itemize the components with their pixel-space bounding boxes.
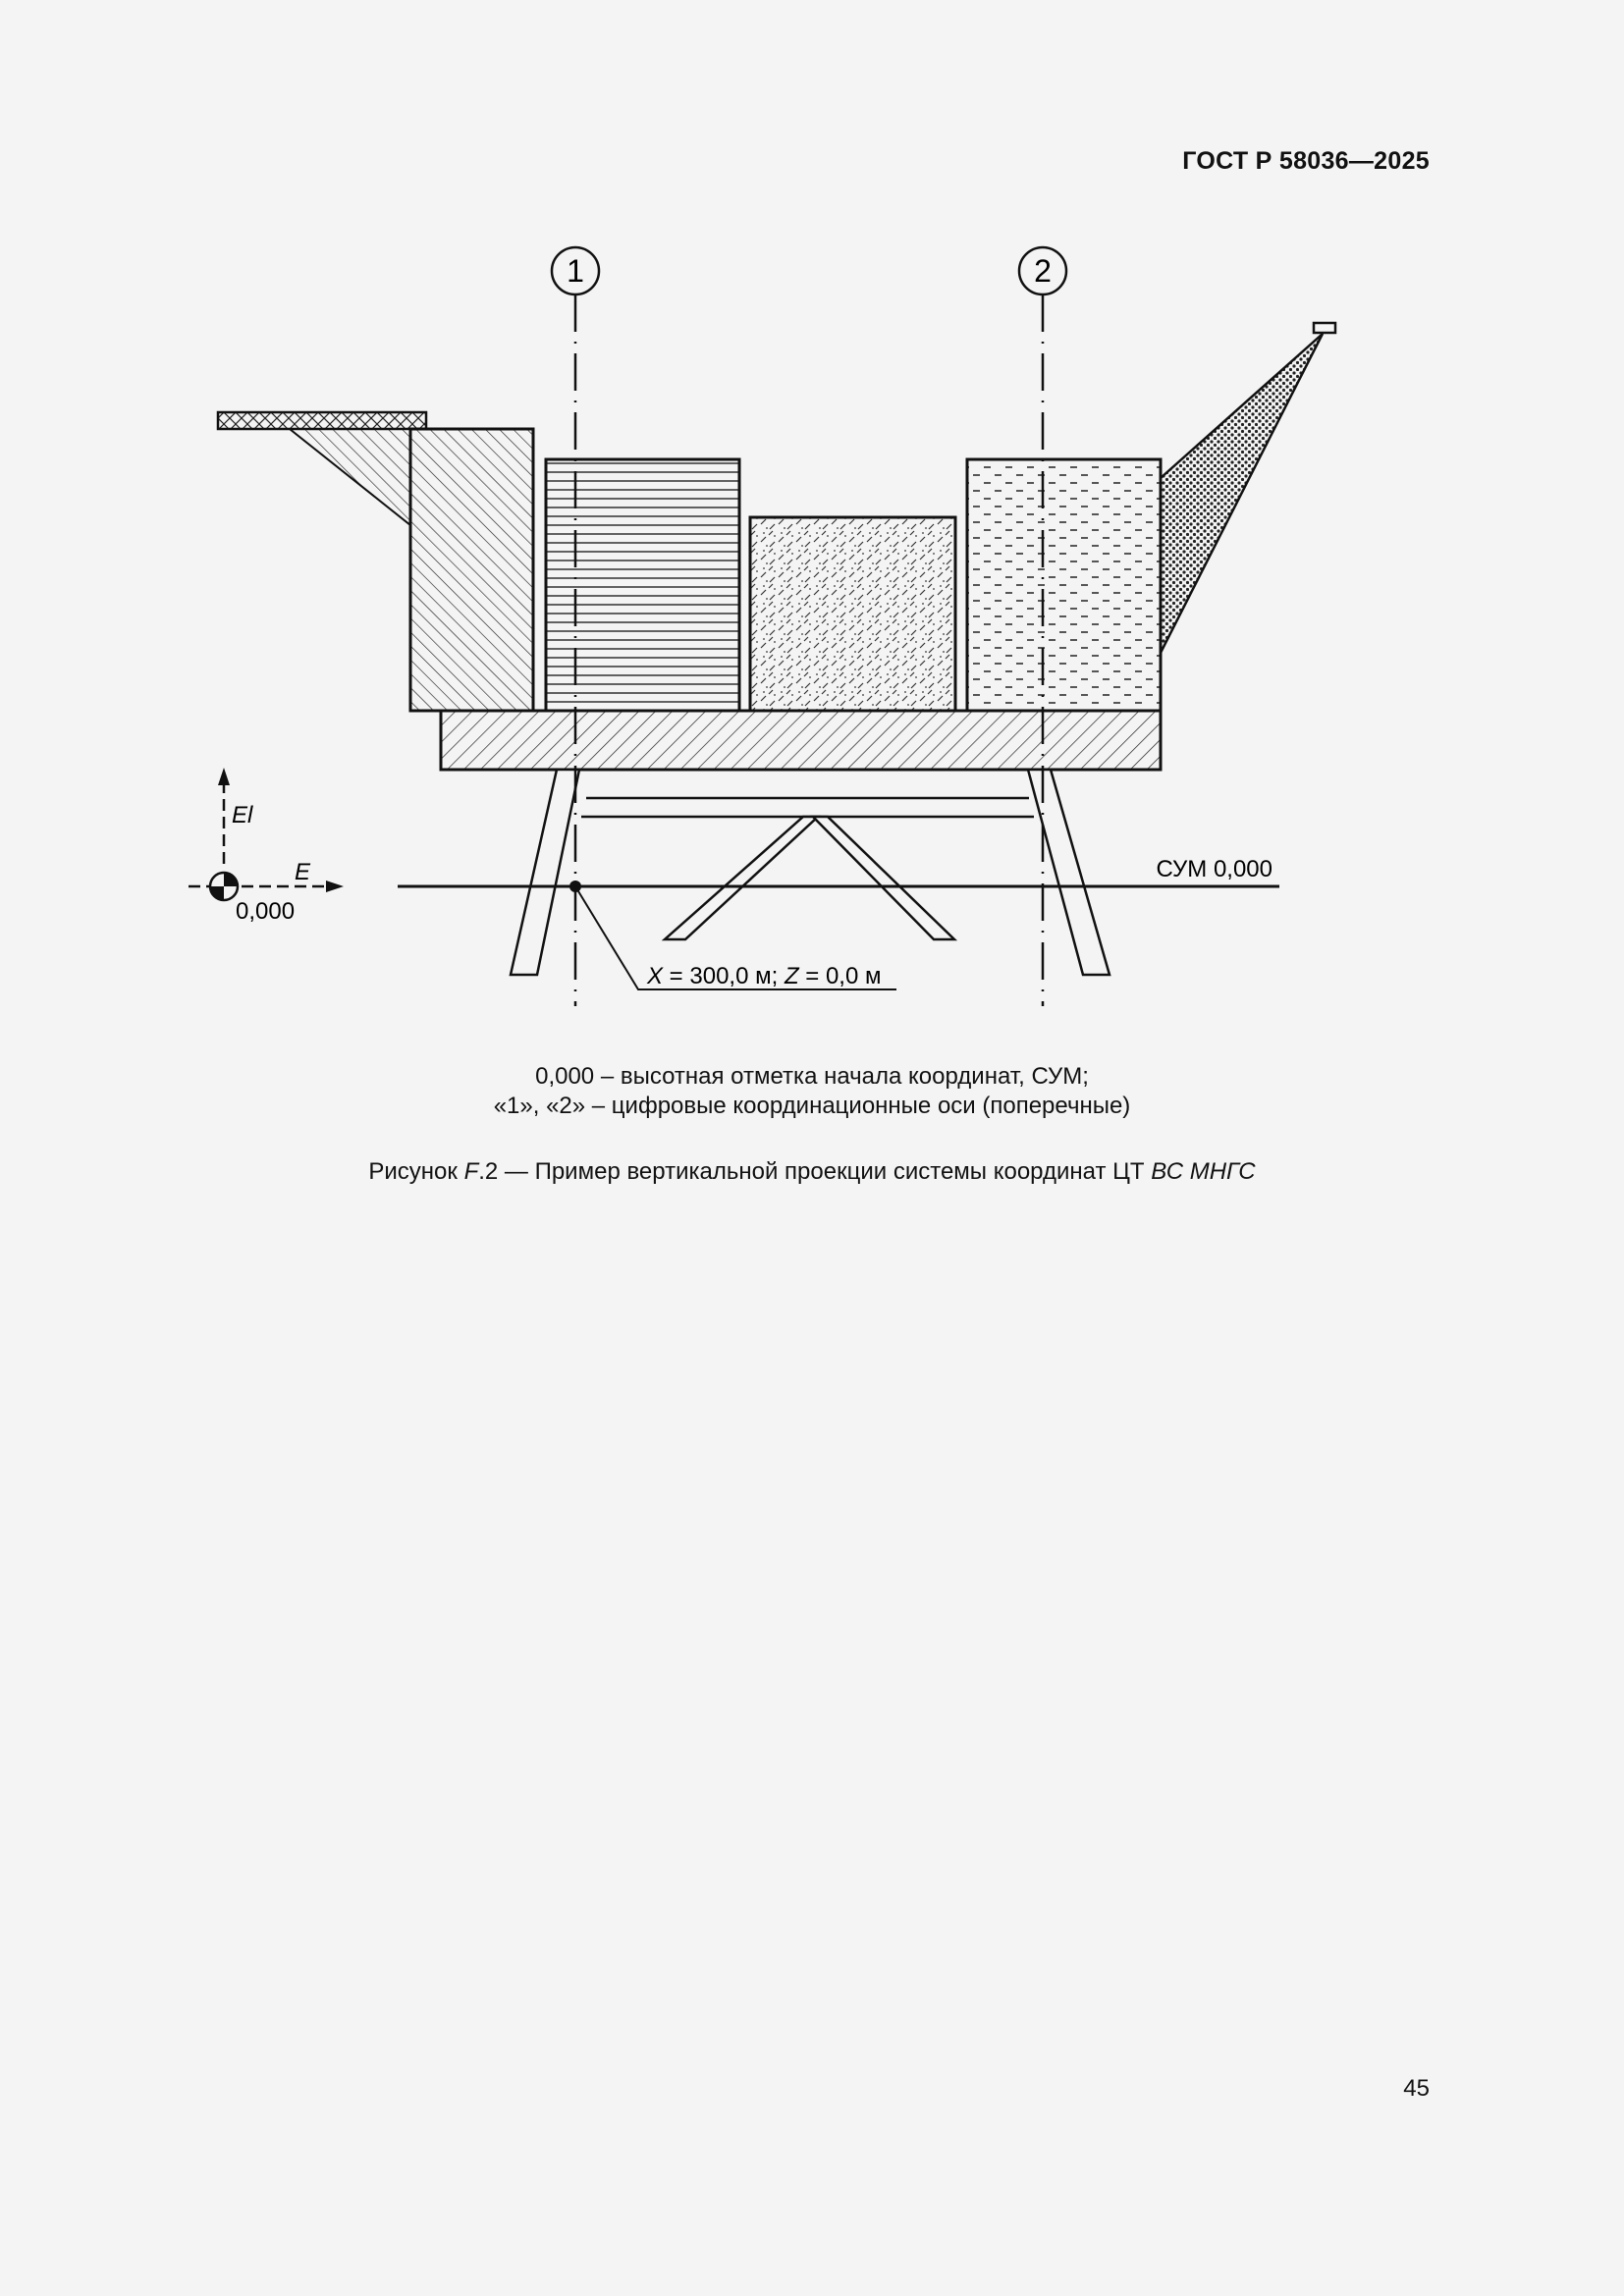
horizontal-axis-label: E [295,859,311,885]
caption-text: .2 — Пример вертикальной проекции системы координат ЦТ [478,1158,1152,1185]
flare-tip [1314,323,1335,333]
module-block-4 [967,459,1161,711]
legend-line-2: «1», «2» – цифровые координационные оси (поперечные) [493,1093,1131,1119]
flare-boom [1161,334,1323,653]
helideck-support [290,429,410,525]
jacket-leg-left [511,770,579,975]
caption-prefix: Рисунок [368,1158,464,1185]
module-block-3 [750,517,955,711]
coordinate-system-drawing [0,0,1624,1031]
main-deck [441,711,1161,770]
elevation-axis-label: El [232,802,253,828]
figure-caption [0,1158,1624,1186]
helideck [218,412,426,429]
jacket-x-brace-1 [665,817,818,939]
horizontal-arrow-head-icon [326,881,344,892]
jacket-x-brace-2 [813,817,954,939]
origin-value-label: 0,000 [236,898,296,925]
coord-annotation: X = 300,0 м; Z = 0,0 м [647,963,882,989]
caption-fig-letter: F [463,1158,479,1185]
legend-line-1: 0,000 – высотная отметка начала координат, СУМ; [535,1063,1089,1090]
module-block-1 [410,429,533,711]
page-number: 45 [1403,2075,1430,2102]
msl-label: СУМ 0,000 [1156,856,1272,882]
jacket-leg-right [1028,770,1110,975]
coord-axis-2-label: 2 [1034,253,1052,289]
coord-axis-1-label: 1 [567,253,584,289]
caption-suffix: ВС МНГС [1151,1158,1256,1185]
elevation-arrow-head-icon [218,768,230,785]
document-header: ГОСТ Р 58036—2025 [1182,147,1430,175]
